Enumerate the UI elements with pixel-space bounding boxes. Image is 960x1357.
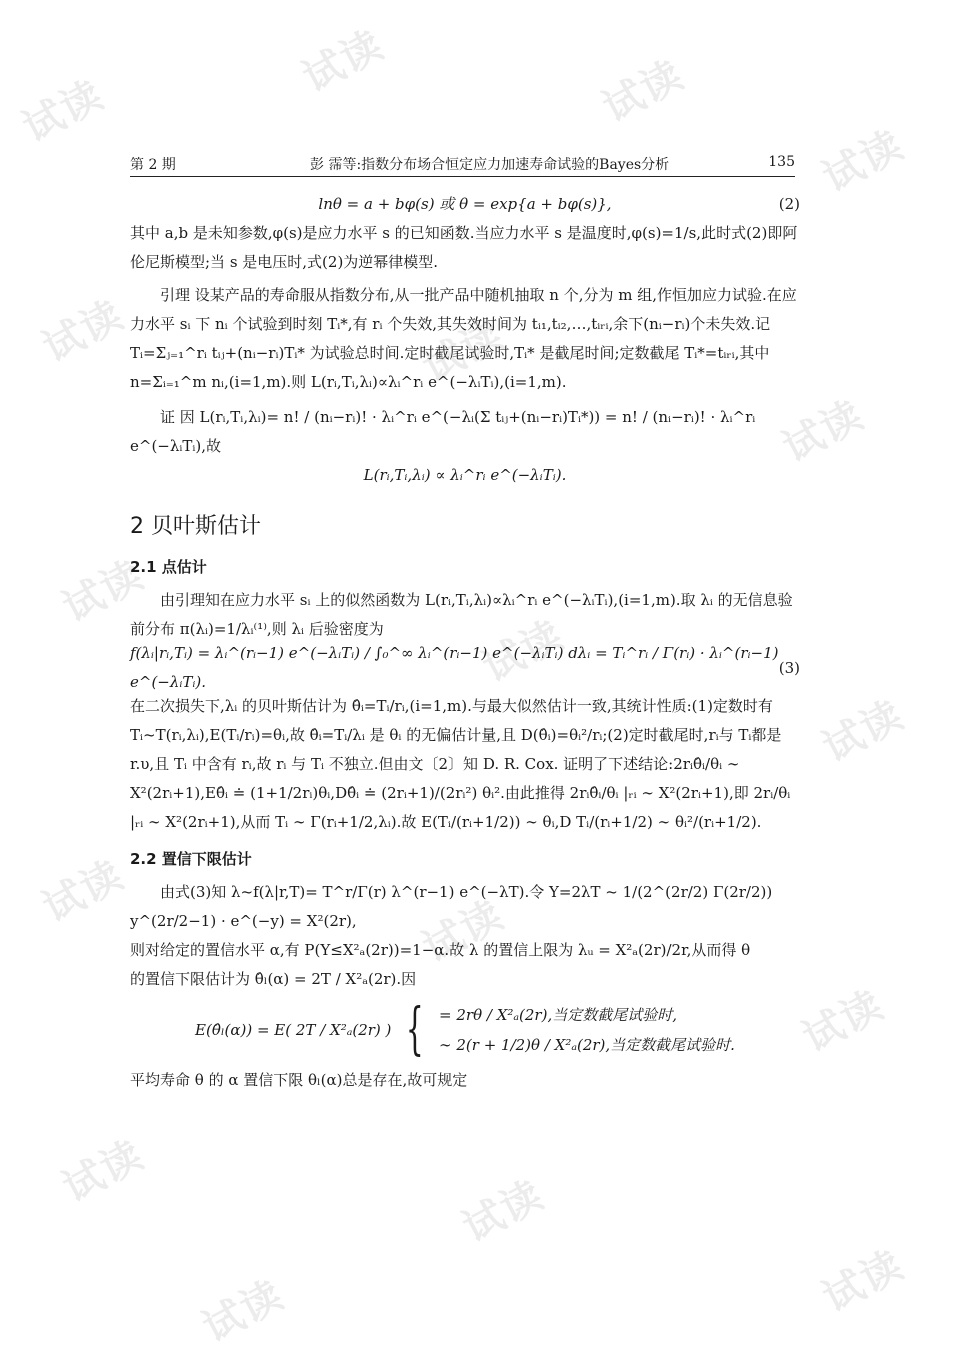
watermark-7: 试读: [775, 391, 872, 472]
watermark-13: 试读: [795, 981, 892, 1062]
equation-3: [130, 644, 800, 692]
equation-2: [130, 190, 800, 219]
watermark-12: 试读: [415, 891, 512, 972]
lemma-paragraph: 引理 设某产品的寿命服从指数分布,从一批产品中随机抽取 n 个,分为 m 组,作恒加应力试验.在应力水平 sᵢ 下 nᵢ 个试验到时刻 Tᵢ*,有 rᵢ 个失效,其失效时间为 tᵢ₁,tᵢ₂,…,tᵢᵣᵢ,余下(nᵢ−rᵢ)个未失效.记 Tᵢ=Σⱼ₌₁^rᵢ tᵢⱼ+(nᵢ−rᵢ)Tᵢ* 为试验总时间.定时截尾试验时,Tᵢ* 是截尾时间;定数截尾 Tᵢ*=tᵢᵣᵢ,其中 n=Σᵢ₌₁^m nᵢ,(i=1,m).则 L(rᵢ,Tᵢ,λᵢ)∝λᵢ^rᵢ e^(−λᵢTᵢ),(i=1,m).: [130, 286, 797, 391]
equation-3-text: f(λᵢ|rᵢ,Tᵢ) = λᵢ^(rᵢ−1) e^(−λᵢTᵢ) / ∫₀^∞ λᵢ^(rᵢ−1) e^(−λᵢTᵢ) dλᵢ = Tᵢ^rᵢ / Γ(rᵢ) · λᵢ^(rᵢ−1) e^(−λᵢTᵢ).: [130, 644, 779, 691]
paragraph-confidence-b: 则对给定的置信水平 α,有 P(Y≤X²ₐ(2r))=1−α.故 λ 的置信上限为 λᵤ = X²ₐ(2r)/2r,从而得 θ: [130, 941, 751, 959]
paragraph-confidence-c: 的置信下限估计为 θ̂ₗ(α) = 2T / X²ₐ(2r).因: [130, 970, 417, 988]
proof-line-2: [130, 461, 800, 490]
paragraph-confidence-a: 由式(3)知 λ~f(λ|r,T)= T^r/Γ(r) λ^(r−1) e^(−λT).令 Y=2λT ~ 1/(2^(2r/2) Γ(2r/2)) y^(2r/2−1) · e^(−y) = X²(2r),: [130, 883, 773, 930]
case-2: ∼ 2(r + 1/2)θ / X²ₐ(2r),当定数截尾试验时.: [439, 1036, 735, 1054]
subsection-heading-2-2: 2.2 置信下限估计: [130, 850, 252, 868]
watermark-1: 试读: [15, 71, 112, 152]
watermark-2: 试读: [295, 21, 392, 102]
cases-list: [439, 1000, 735, 1060]
main-text: [130, 190, 800, 1095]
running-title: 彭 霈等:指数分布场合恒定应力加速寿命试验的Bayes分析: [310, 157, 670, 173]
paragraph-final: 平均寿命 θ 的 α 置信下限 θₗ(α)总是存在,故可规定: [130, 1071, 468, 1089]
watermark-8: 试读: [55, 551, 152, 632]
watermark-16: 试读: [815, 1241, 912, 1322]
page-number: 135: [768, 154, 795, 170]
running-header: [130, 150, 795, 177]
equation-2-number: (2): [778, 195, 800, 213]
equation-cases: [130, 997, 800, 1062]
equation-3-number: (3): [778, 658, 800, 677]
paragraph-point-estimate: 由引理知在应力水平 sᵢ 上的似然函数为 L(rᵢ,Tᵢ,λᵢ)∝λᵢ^rᵢ e^(−λᵢTᵢ),(i=1,m).取 λᵢ 的无信息验前分布 π(λᵢ)=1/λᵢ⁽¹⁾,则 λᵢ 后验密度为: [130, 591, 793, 638]
watermark-3: 试读: [595, 51, 692, 132]
watermark-17: 试读: [195, 1271, 292, 1352]
equation-2-text: lnθ = a + bφ(s) 或 θ = exp{a + bφ(s)},: [318, 195, 612, 213]
issue-number: 第 2 期: [130, 157, 176, 173]
watermark-10: 试读: [815, 691, 912, 772]
watermark-4: 试读: [815, 121, 912, 202]
watermark-6: 试读: [415, 311, 512, 392]
paragraph-bayes-properties: 在二次损失下,λᵢ 的贝叶斯估计为 θ̂ᵢ=Tᵢ/rᵢ,(i=1,m).与最大似然估计一致,其统计性质:(1)定数时有 Tᵢ~T(rᵢ,λᵢ),E(Tᵢ/rᵢ)=θᵢ,故 θ̂ᵢ=Tᵢ/λᵢ 是 θᵢ 的无偏估计量,且 D(θ̂ᵢ)=θᵢ²/rᵢ;(2)定时截尾时,rᵢ与 Tᵢ都是 r.υ,且 Tᵢ 中含有 rᵢ,故 rᵢ 与 Tᵢ 不独立.但由文〔2〕知 D. R. Cox. 证明了下述结论:2rᵢθ̂ᵢ/θᵢ ∼ X²(2rᵢ+1),Eθ̂ᵢ ≐ (1+1/2rᵢ)θᵢ,Dθ̂ᵢ ≐ (2rᵢ+1)/(2rᵢ²) θᵢ².由此推得 2rᵢθ̂ᵢ/θᵢ |ᵣᵢ ∼ X²(2rᵢ+1),即 2rᵢ/θᵢ |ᵣᵢ ∼ X²(2rᵢ+1),从而 Tᵢ ∼ Γ(rᵢ+1/2,λᵢ).故 E(Tᵢ/(rᵢ+1/2)) ∼ θᵢ,D Tᵢ/(rᵢ+1/2) ∼ θᵢ²/(rᵢ+1/2).: [130, 697, 791, 831]
proof-line-1: 证 因 L(rᵢ,Tᵢ,λᵢ)= n! / (nᵢ−rᵢ)! · λᵢ^rᵢ e^(−λᵢ(Σ tᵢⱼ+(nᵢ−rᵢ)Tᵢ*)) = n! / (nᵢ−rᵢ)! · λᵢ^rᵢ e^(−λᵢTᵢ),故: [130, 408, 756, 455]
proof-line-2-text: L(rᵢ,Tᵢ,λᵢ) ∝ λᵢ^rᵢ e^(−λᵢTᵢ).: [363, 466, 567, 484]
watermark-11: 试读: [35, 851, 132, 932]
case-1: = 2rθ / X²ₐ(2r),当定数截尾试验时,: [439, 1006, 677, 1024]
section-heading-2: 2 贝叶斯估计: [130, 514, 261, 539]
watermark-5: 试读: [35, 291, 132, 372]
cases-lhs: E(θ̂ₗ(α)) = E( 2T / X²ₐ(2r) ): [195, 1020, 392, 1039]
watermark-9: 试读: [475, 611, 572, 692]
subsection-heading-2-1: 2.1 点估计: [130, 558, 207, 576]
watermark-15: 试读: [455, 1171, 552, 1252]
paragraph-model: 其中 a,b 是未知参数,φ(s)是应力水平 s 的已知函数.当应力水平 s 是温度时,φ(s)=1/s,此时式(2)即阿伦尼斯模型;当 s 是电压时,式(2)为逆幂律模型.: [130, 224, 798, 271]
left-brace-icon: {: [406, 997, 425, 1062]
watermark-14: 试读: [55, 1131, 152, 1212]
